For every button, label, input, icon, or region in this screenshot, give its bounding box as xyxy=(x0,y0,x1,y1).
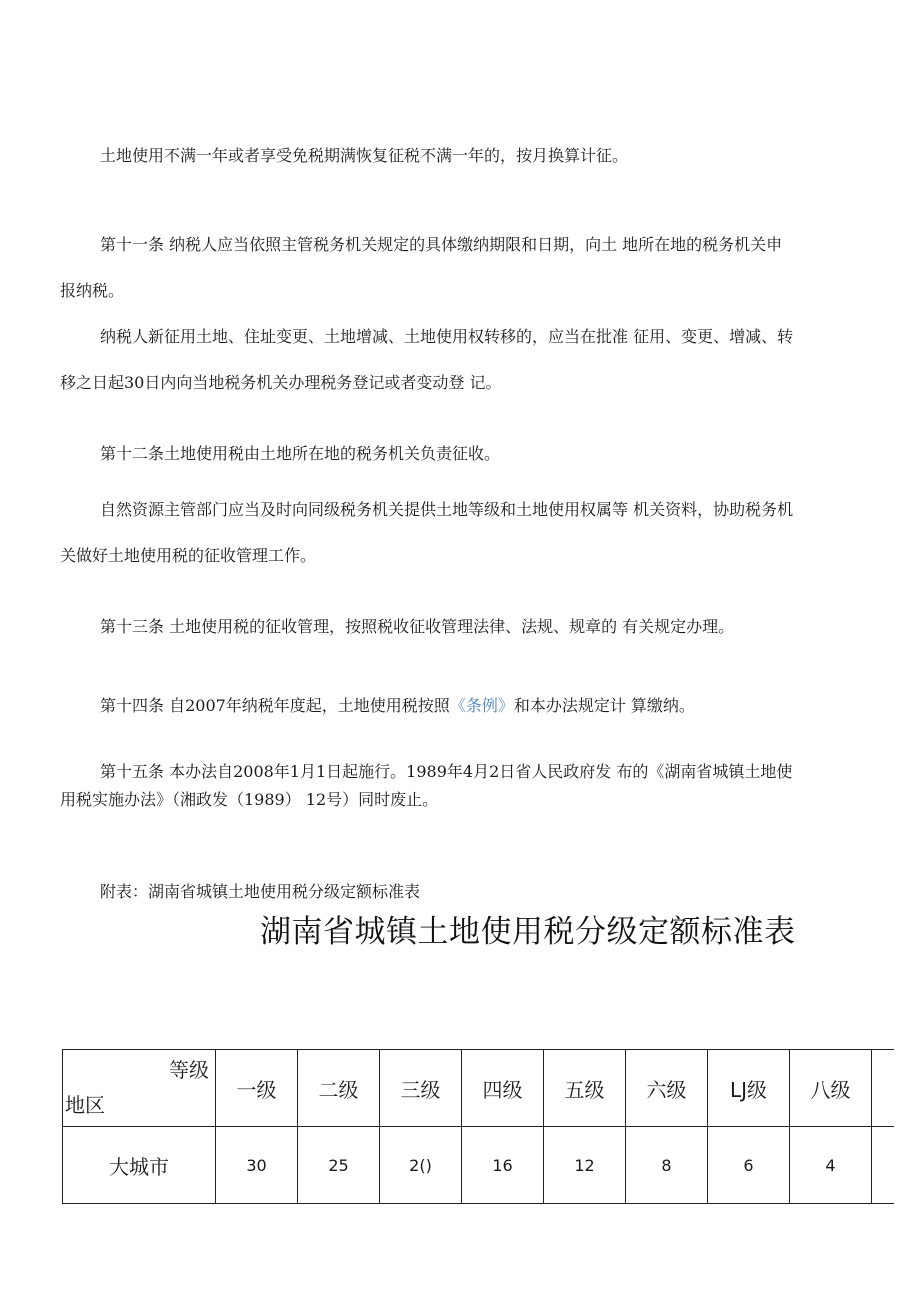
grade-header: 五级 xyxy=(544,1050,626,1127)
rate-cell: 8 xyxy=(626,1127,708,1204)
paragraph-line: 移之日起30日内向当地税务机关办理税务登记或者变动登 记。 xyxy=(60,373,502,392)
paragraph-monthly xyxy=(60,143,896,166)
grade-corner-label: 等级 xyxy=(169,1058,209,1082)
paragraph-article-11 xyxy=(60,222,896,314)
paragraph-line: 报纳税。 xyxy=(60,281,125,300)
paragraph-line: 第十一条 纳税人应当依照主管税务机关规定的具体缴纳期限和日期，向土 地所在地的税务机关申 xyxy=(100,235,783,254)
grade-header: 一级 xyxy=(216,1050,298,1127)
grade-header: 八级 xyxy=(790,1050,872,1127)
rate-cell: 12 xyxy=(544,1127,626,1204)
paragraph-article-14 xyxy=(60,693,896,716)
paragraph-line: 纳税人新征用土地、住址变更、土地增减、土地使用权转移的，应当在批准 征用、变更、增减、转 xyxy=(100,327,794,346)
rate-cell: 2() xyxy=(380,1127,462,1204)
region-corner-label: 地区 xyxy=(65,1093,105,1117)
grade-header: 二级 xyxy=(298,1050,380,1127)
corner-header-cell xyxy=(63,1050,216,1127)
paragraph-line: 第十三条 土地使用税的征收管理，按照税收征收管理法律、法规、规章的 有关规定办理。 xyxy=(100,617,735,636)
paragraph-article-15 xyxy=(60,758,896,814)
paragraph-text: 第十四条 自2007年纳税年度起，土地使用税按照 xyxy=(100,696,450,715)
paragraph-line: 第十二条土地使用税由土地所在地的税务机关负责征收。 xyxy=(100,444,501,463)
rate-cell: 16 xyxy=(462,1127,544,1204)
empty-cell xyxy=(872,1050,894,1127)
grade-table xyxy=(62,1049,894,1204)
paragraph-article-13 xyxy=(60,614,896,637)
paragraph-line: 自然资源主管部门应当及时向同级税务机关提供土地等级和土地使用权属等 机关资料，协助税务机 xyxy=(100,500,794,519)
paragraph-registration xyxy=(60,314,896,406)
rate-cell: 30 xyxy=(216,1127,298,1204)
table-header-row xyxy=(63,1050,894,1127)
grade-header: 六级 xyxy=(626,1050,708,1127)
table-title: 湖南省城镇土地使用税分级定额标准表 xyxy=(260,914,796,950)
paragraph-line: 用税实施办法》（湘政发（1989） 12号）同时废止。 xyxy=(60,790,439,809)
attachment-label: 附表：湖南省城镇土地使用税分级定额标准表 xyxy=(100,882,421,901)
paragraph-text: 和本办法规定计 算缴纳。 xyxy=(513,696,695,715)
paragraph-line: 第十五条 本办法自2008年1月1日起施行。1989年4月2日省人民政府发 布的《湖南省城镇土地使 xyxy=(100,762,793,781)
table-row xyxy=(63,1127,894,1204)
region-cell: 大城市 xyxy=(63,1127,216,1204)
grade-header: LJ级 xyxy=(708,1050,790,1127)
grade-header: 四级 xyxy=(462,1050,544,1127)
grade-header: 三级 xyxy=(380,1050,462,1127)
rate-cell: 6 xyxy=(708,1127,790,1204)
paragraph-line: 关做好土地使用税的征收管理工作。 xyxy=(60,546,317,565)
rate-cell: 4 xyxy=(790,1127,872,1204)
paragraph-resources xyxy=(60,487,896,579)
rate-cell: 25 xyxy=(298,1127,380,1204)
empty-cell xyxy=(872,1127,894,1204)
paragraph-line: 土地使用不满一年或者享受免税期满恢复征税不满一年的，按月换算计征。 xyxy=(100,146,629,165)
regulation-link[interactable]: 《条例》 xyxy=(449,696,514,715)
paragraph-article-12 xyxy=(60,441,896,464)
